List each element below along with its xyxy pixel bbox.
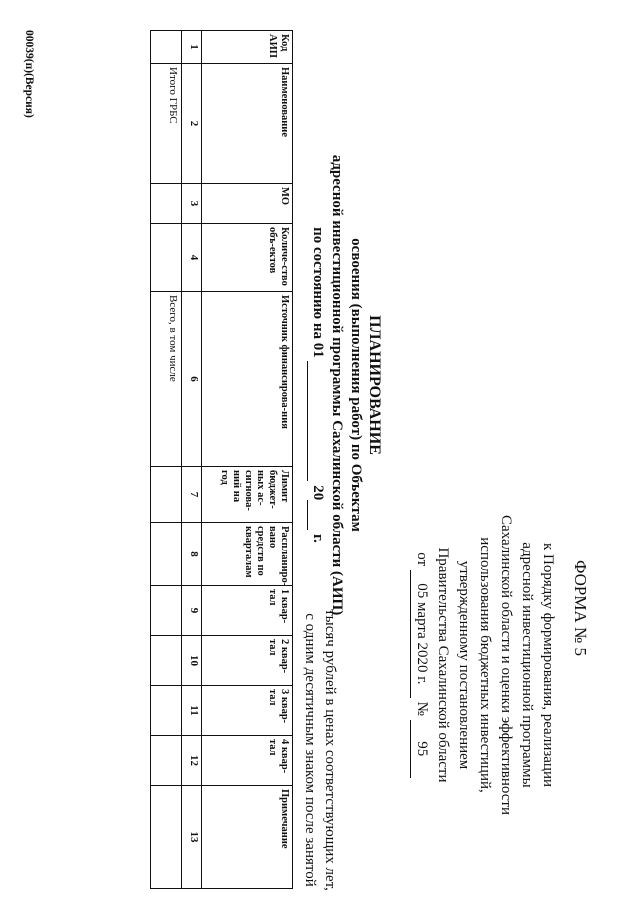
table-cell (151, 523, 182, 586)
reference-line: адресной инвестиционной программы (519, 542, 535, 788)
header-cell: Количе-ство объ-ектов (202, 224, 293, 292)
table-cell (151, 636, 182, 686)
units-note (300, 600, 340, 900)
header-cell: 3 квар-тал (202, 686, 293, 736)
year-prefix: 20 (310, 485, 326, 501)
planning-table (150, 30, 293, 889)
decree-date: 05 марта 2020 г. (410, 570, 432, 698)
heading-line: адресной инвестиционной программы Сахалинской области (АИП) (329, 154, 345, 616)
table-cell (151, 586, 182, 636)
column-number: 13 (182, 786, 202, 889)
heading-title: ПЛАНИРОВАНИЕ (366, 315, 383, 455)
column-number: 6 (182, 292, 202, 467)
column-number: 10 (182, 636, 202, 686)
units-line: тысяч рублей в ценах соответствующих лет, (322, 609, 338, 891)
form-title: ФОРМА № 5 (571, 560, 590, 656)
column-number: 4 (182, 224, 202, 292)
table-cell (151, 736, 182, 786)
number-label: № (414, 701, 430, 716)
header-cell: МО (202, 184, 293, 224)
decree-number: 95 (410, 720, 432, 778)
reference-line: Правительства Сахалинской области (435, 547, 451, 783)
table-cell (151, 224, 182, 292)
column-number: 1 (182, 31, 202, 64)
table-cell: Всего, в том числе (151, 292, 182, 467)
year-suffix: г. (310, 533, 326, 543)
column-number: 7 (182, 467, 202, 523)
form-reference-block (410, 430, 558, 900)
reference-line: утвержденному постановлением (456, 560, 472, 770)
month-blank (307, 361, 327, 481)
reference-date-line (410, 430, 432, 900)
footer-note: 00039(п)(Версия) (23, 30, 35, 118)
reference-line: к Порядку формирования, реализации (540, 542, 556, 788)
table-cell: Итого ГРБС (151, 64, 182, 184)
column-number: 2 (182, 64, 202, 184)
header-cell: Источник финансирова-ния (202, 292, 293, 467)
units-line: с одним десятичным знаком после занятой (302, 613, 318, 887)
column-number: 11 (182, 686, 202, 736)
header-cell: Код АИП (202, 31, 293, 64)
column-number: 3 (182, 184, 202, 224)
date-prefix: по состоянию на 01 (310, 227, 326, 358)
document-heading (307, 150, 384, 620)
column-number-row (182, 31, 202, 889)
header-cell: 2 квар-тал (202, 636, 293, 686)
column-number: 8 (182, 523, 202, 586)
from-label: от (414, 552, 430, 567)
table-row (151, 31, 182, 889)
year-blank (307, 500, 327, 530)
table-cell (151, 686, 182, 736)
reference-line: использования бюджетных инвестиций, (477, 537, 493, 793)
column-number: 12 (182, 736, 202, 786)
column-number: 9 (182, 586, 202, 636)
table-cell (151, 786, 182, 889)
heading-date-line (307, 150, 327, 620)
header-cell: Наименование (202, 64, 293, 184)
table-cell (151, 31, 182, 64)
table-cell (151, 467, 182, 523)
heading-line: освоения (выполнения работ) по Объектам (348, 238, 364, 532)
header-cell: 4 квар-тал (202, 736, 293, 786)
table-cell (151, 184, 182, 224)
header-cell: Примечание (202, 786, 293, 889)
reference-line: Сахалинской области и оценки эффективности (498, 515, 514, 815)
header-cell: Распланиро-вано средств по кварталам (202, 523, 293, 586)
header-cell: 1 квар-тал (202, 586, 293, 636)
header-row (202, 31, 293, 889)
header-cell: Лимит бюджет-ных ас-сигнова-ний на год (202, 467, 293, 523)
